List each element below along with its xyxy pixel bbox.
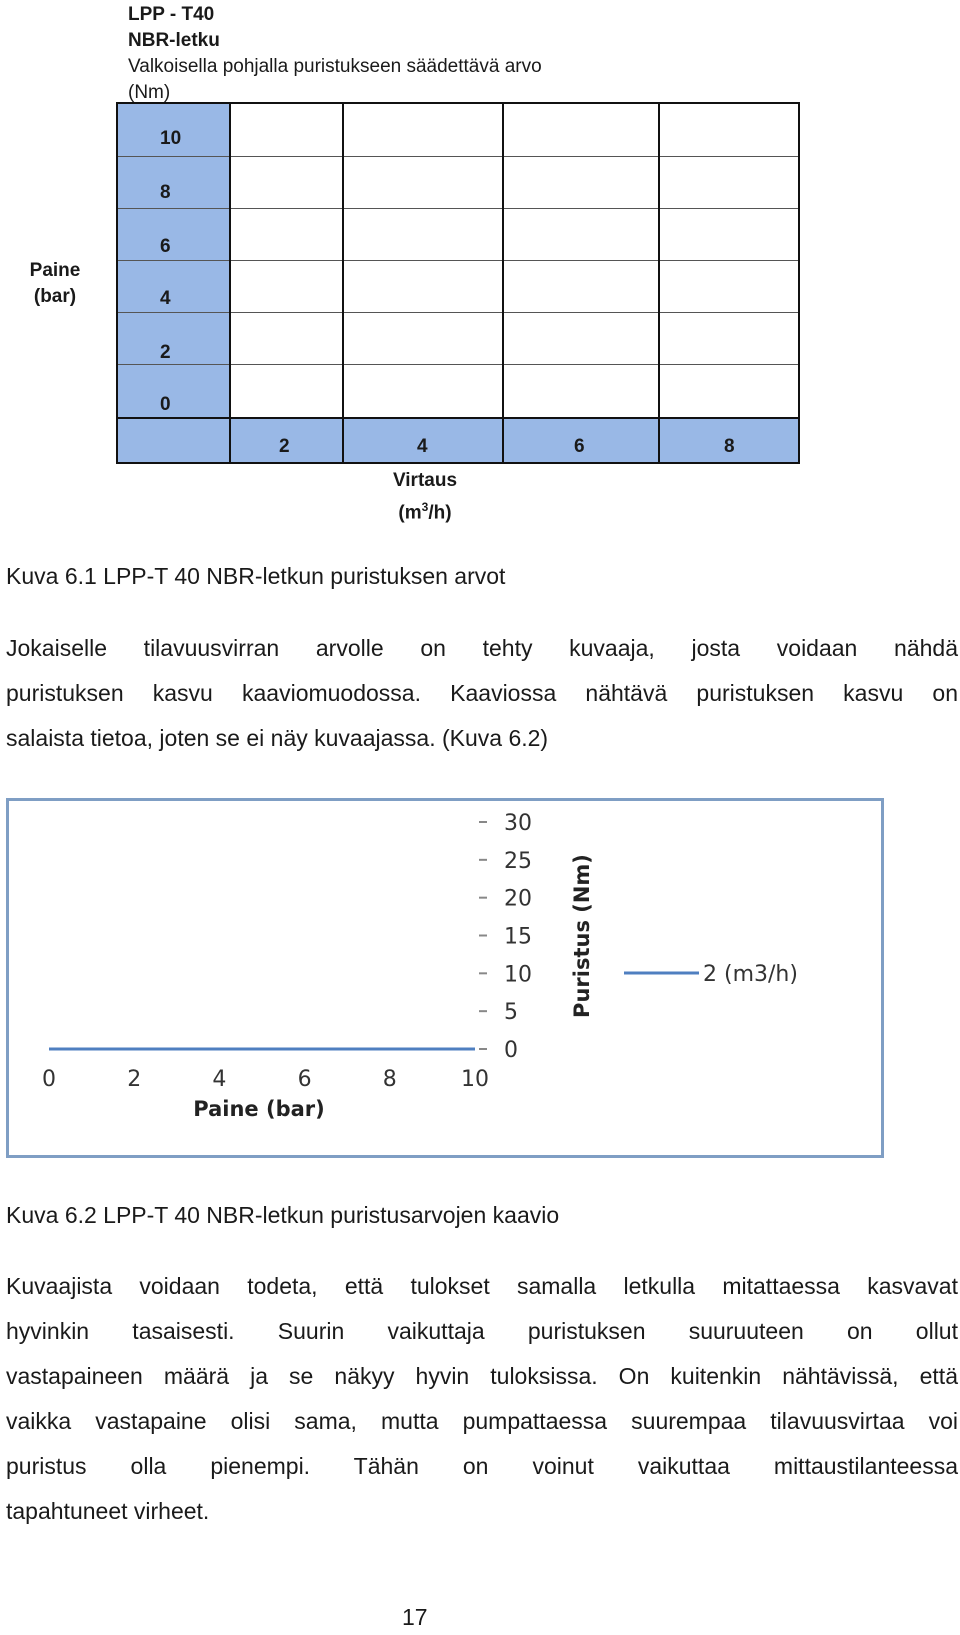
value-table bbox=[116, 102, 800, 464]
paragraph bbox=[6, 1264, 958, 1534]
paragraph-line: Kuvaajista voidaan todeta, että tulokset samalla letkulla mitattaessa kasvavat bbox=[6, 1273, 958, 1299]
paragraph-line: puristuksen kasvu kaaviomuodossa. Kaaviossa nähtävä puristuksen kasvu on bbox=[6, 680, 958, 706]
x-tick-label: 8 bbox=[382, 1067, 397, 1092]
y-tick-label: 10 bbox=[504, 962, 532, 988]
paragraph-line: Jokaiselle tilavuusvirran arvolle on tehty kuvaaja, josta voidaan nähdä bbox=[6, 635, 958, 661]
y-axis-label: Paine (bar) bbox=[29, 260, 81, 307]
paragraph bbox=[6, 626, 958, 761]
title-hose: NBR-letku bbox=[128, 30, 220, 51]
chart bbox=[9, 801, 881, 1155]
x-tick-label: 10 bbox=[461, 1067, 489, 1092]
y-tick-label: 0 bbox=[504, 1038, 518, 1063]
figure-caption: Kuva 6.2 LPP-T 40 NBR-letkun puristusarvojen kaavio bbox=[6, 1202, 560, 1228]
figure-6-1-title bbox=[128, 2, 542, 106]
title-description: Valkoisella pohjalla puristukseen säädettävä arvo bbox=[128, 56, 542, 77]
y-tick: 4 bbox=[160, 288, 171, 309]
y-tick-label: 5 bbox=[504, 1000, 518, 1026]
y-tick: 0 bbox=[160, 394, 171, 415]
x-tick: 6 bbox=[574, 436, 585, 457]
x-tick-label: 0 bbox=[42, 1067, 56, 1092]
page-number: 17 bbox=[402, 1604, 428, 1630]
y-tick: 8 bbox=[160, 182, 171, 203]
y-tick: 10 bbox=[160, 128, 182, 149]
paragraph-line: vaikka vastapaine olisi sama, mutta pumpattaessa suurempaa tilavuusvirtaa voi bbox=[6, 1408, 958, 1434]
x-tick: 4 bbox=[417, 436, 428, 457]
x-tick: 8 bbox=[724, 436, 735, 457]
x-tick-label: 4 bbox=[212, 1067, 227, 1092]
y-tick: 6 bbox=[160, 236, 171, 257]
y-tick-label: 20 bbox=[504, 886, 532, 912]
x-tick-label: 2 bbox=[127, 1067, 142, 1092]
x-axis-title: Paine (bar) bbox=[193, 1097, 325, 1121]
y-tick-label: 15 bbox=[504, 924, 532, 950]
paragraph-line: hyvinkin tasaisesti. Suurin vaikuttaja puristuksen suuruuteen on ollut bbox=[6, 1318, 958, 1344]
paragraph-line: salaista tietoa, joten se ei näy kuvaajassa. (Kuva 6.2) bbox=[6, 725, 549, 751]
y-tick-label: 30 bbox=[504, 811, 532, 836]
x-tick-label: 6 bbox=[297, 1067, 312, 1092]
figure-caption: Kuva 6.1 LPP-T 40 NBR-letkun puristuksen arvot bbox=[6, 563, 506, 589]
title-model: LPP - T40 bbox=[128, 4, 215, 25]
y-tick: 2 bbox=[160, 342, 171, 363]
y-axis-title: Puristus (Nm) bbox=[570, 854, 594, 1018]
paragraph-line: vastapaineen määrä ja se näkyy hyvin tuloksissa. On kuitenkin nähtävissä, että bbox=[6, 1363, 958, 1389]
y-tick-label: 25 bbox=[504, 848, 532, 874]
paragraph-line: puristus olla pienempi. Tähän on voinut vaikuttaa mittaustilanteessa bbox=[6, 1453, 958, 1479]
title-unit: (Nm) bbox=[128, 82, 171, 103]
x-tick: 2 bbox=[279, 436, 290, 457]
x-axis-label: Virtaus $(m^3/h)$ bbox=[392, 470, 458, 524]
chart-frame bbox=[6, 798, 884, 1158]
paragraph-line: tapahtuneet virheet. bbox=[6, 1498, 210, 1524]
legend-label: 2 (m3/h) bbox=[703, 962, 798, 987]
